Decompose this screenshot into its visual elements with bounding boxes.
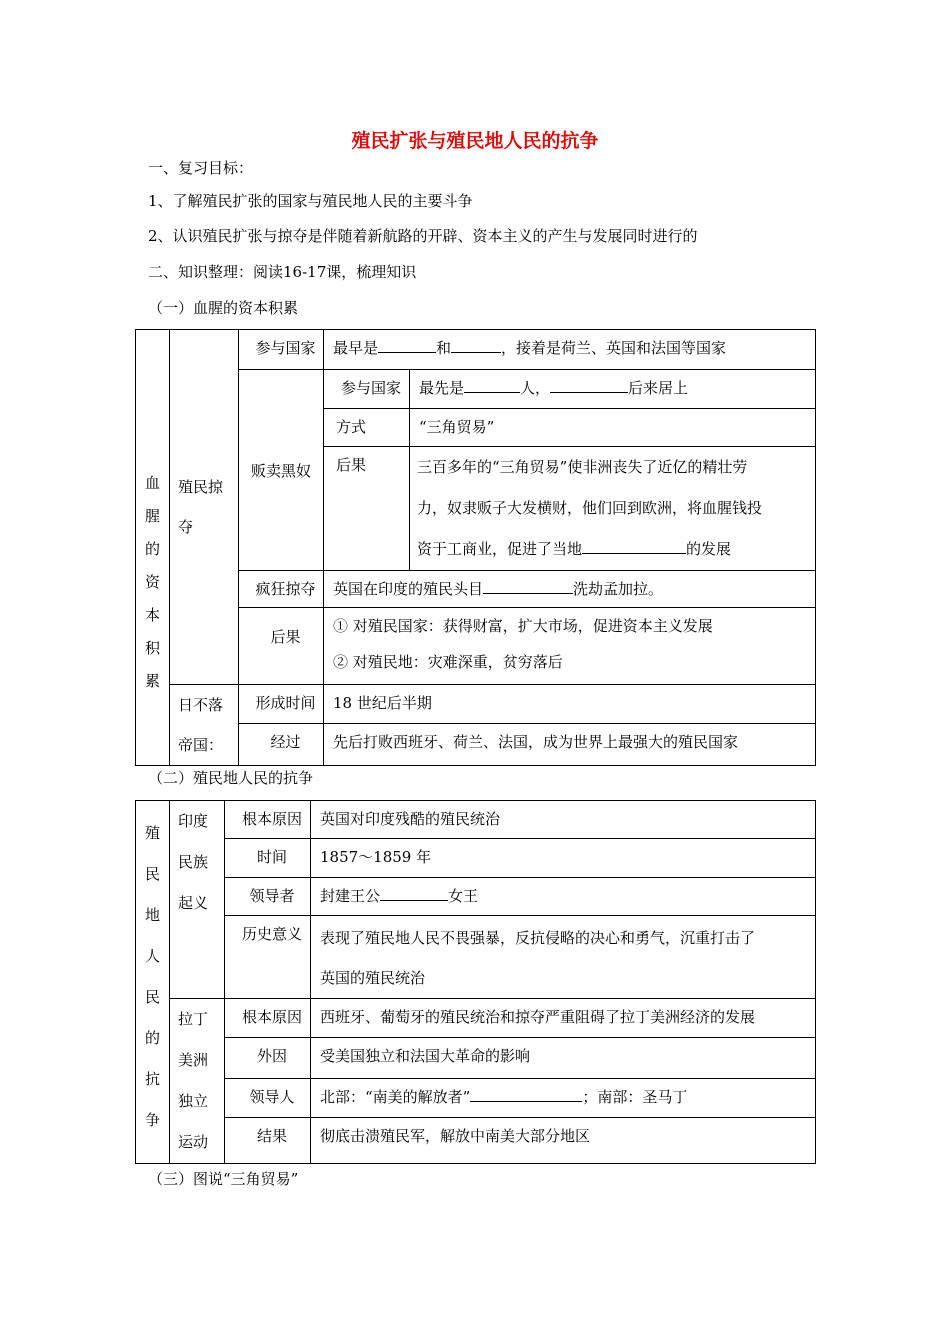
participating-label: 参与国家 bbox=[239, 330, 324, 370]
objectives-heading: 一、复习目标： bbox=[148, 159, 254, 177]
participating-text-a: 最早是 bbox=[333, 339, 379, 357]
vert-char: 累 bbox=[144, 672, 160, 690]
method-value: “三角贸易” bbox=[410, 409, 816, 447]
india-label-3: 起义 bbox=[178, 894, 209, 912]
vert-char: 抗 bbox=[144, 1070, 160, 1088]
india-uprising-label bbox=[170, 801, 225, 999]
slave-countries-label: 参与国家 bbox=[324, 370, 410, 409]
india-cause-label: 根本原因 bbox=[225, 801, 311, 839]
india-label-2: 民族 bbox=[178, 853, 209, 871]
latin-result-label: 结果 bbox=[225, 1118, 311, 1164]
consequence-label: 后果 bbox=[239, 608, 324, 685]
vert-char: 的 bbox=[144, 540, 160, 558]
participating-text-b: 和 bbox=[436, 339, 452, 357]
consequence-value bbox=[324, 608, 816, 685]
latin-label-3: 独立 bbox=[178, 1092, 209, 1110]
vert-char: 地 bbox=[144, 906, 160, 924]
result-value bbox=[410, 447, 816, 571]
latin-label-4: 运动 bbox=[178, 1133, 209, 1151]
india-meaning-line-2: 英国的殖民统治 bbox=[320, 969, 426, 987]
latin-independence-label bbox=[170, 999, 225, 1164]
india-leader-text-b: 女王 bbox=[448, 887, 479, 905]
vert-char: 积 bbox=[144, 639, 160, 657]
latin-label-1: 拉丁 bbox=[178, 1010, 209, 1028]
india-meaning-label: 历史意义 bbox=[225, 916, 311, 999]
participating-text-c: ，接着是荷兰、英国和法国等国家 bbox=[501, 339, 727, 357]
section2-vertical-label bbox=[136, 801, 170, 1164]
fill-blank[interactable] bbox=[378, 338, 436, 353]
process-value: 先后打败西班牙、荷兰、法国，成为世界上最强大的殖民国家 bbox=[324, 724, 816, 766]
page-title: 殖民扩张与殖民地人民的抗争 bbox=[351, 130, 599, 152]
vert-char: 本 bbox=[144, 606, 160, 624]
objective-item-2: 2、认识殖民扩张与掠夺是伴随着新航路的开辟、资本主义的产生与发展同时进行的 bbox=[148, 227, 698, 245]
slave-countries-text-a: 最先是 bbox=[419, 379, 465, 397]
plunder2-text-b: 洗劫孟加拉。 bbox=[573, 580, 664, 598]
slave-countries-text-b: 人， bbox=[520, 379, 551, 397]
fill-blank[interactable] bbox=[550, 378, 628, 393]
vert-char: 血 bbox=[144, 474, 160, 492]
india-time-value: 1857～1859 年 bbox=[311, 839, 816, 878]
formation-value: 18 世纪后半期 bbox=[324, 685, 816, 724]
fill-blank[interactable] bbox=[483, 579, 573, 594]
vert-char: 资 bbox=[144, 573, 160, 591]
latin-leader-text-a: 北部：“南美的解放者” bbox=[320, 1087, 471, 1106]
slave-countries-text-c: 后来居上 bbox=[628, 379, 689, 397]
process-label: 经过 bbox=[239, 724, 324, 766]
plunder2-text-a: 英国在印度的殖民头目 bbox=[333, 580, 484, 598]
india-meaning-line-1: 表现了殖民地人民不畏强暴，反抗侵略的决心和勇气，沉重打击了 bbox=[320, 929, 756, 947]
vert-char: 腥 bbox=[144, 507, 160, 525]
section3-heading: （三）图说“三角贸易” bbox=[148, 1170, 299, 1188]
section1-vertical-label bbox=[136, 330, 170, 766]
india-leader-label: 领导者 bbox=[225, 878, 311, 916]
capital-accumulation-table bbox=[135, 329, 816, 766]
empire-label-1: 日不落 bbox=[178, 696, 224, 714]
plunder2-label: 疯狂掠夺 bbox=[239, 571, 324, 608]
fill-blank[interactable] bbox=[582, 539, 686, 554]
latin-label-2: 美洲 bbox=[178, 1051, 209, 1069]
vert-char: 人 bbox=[144, 947, 160, 965]
section2-heading: （二）殖民地人民的抗争 bbox=[148, 769, 314, 787]
fill-blank[interactable] bbox=[470, 1087, 582, 1102]
latin-result-value: 彻底击溃殖民军，解放中南美大部分地区 bbox=[311, 1118, 816, 1164]
india-leader-text-a: 封建王公 bbox=[320, 887, 381, 905]
latin-external-label: 外因 bbox=[225, 1038, 311, 1078]
formation-label: 形成时间 bbox=[239, 685, 324, 724]
plunder2-value bbox=[324, 571, 816, 608]
colonial-resistance-table bbox=[135, 800, 816, 1164]
knowledge-heading: 二、知识整理：阅读16-17课，梳理知识 bbox=[148, 263, 417, 281]
objective-item-1: 1、了解殖民扩张的国家与殖民地人民的主要斗争 bbox=[148, 192, 473, 210]
slave-trade-label: 贩卖黑奴 bbox=[239, 370, 324, 571]
result-line-3a: 资于工商业，促进了当地 bbox=[417, 540, 583, 558]
slave-countries-value bbox=[410, 370, 816, 409]
fill-blank[interactable] bbox=[451, 338, 501, 353]
vert-char: 争 bbox=[144, 1111, 160, 1129]
latin-leader-value bbox=[311, 1078, 816, 1117]
india-label-1: 印度 bbox=[178, 812, 209, 830]
empire-label bbox=[170, 685, 239, 766]
result-label: 后果 bbox=[324, 447, 410, 571]
participating-value bbox=[324, 330, 816, 370]
latin-cause-value: 西班牙、葡萄牙的殖民统治和掠夺严重阻碍了拉丁美洲经济的发展 bbox=[311, 999, 816, 1038]
empire-label-2: 帝国： bbox=[178, 736, 224, 754]
fill-blank[interactable] bbox=[380, 886, 448, 901]
india-leader-value bbox=[311, 878, 816, 916]
vert-char: 的 bbox=[144, 1029, 160, 1047]
india-time-label: 时间 bbox=[225, 839, 311, 878]
fill-blank[interactable] bbox=[464, 378, 520, 393]
latin-leader-label: 领导人 bbox=[225, 1078, 311, 1117]
latin-cause-label: 根本原因 bbox=[225, 999, 311, 1038]
result-line-1: 三百多年的“三角贸易”使非洲丧失了近亿的精壮劳 bbox=[417, 458, 748, 476]
plunder-label-text: 殖民掠夺 bbox=[178, 478, 224, 536]
consequence-line-2: ② 对殖民地：灾难深重，贫穷落后 bbox=[333, 653, 563, 671]
latin-external-value: 受美国独立和法国大革命的影响 bbox=[311, 1038, 816, 1078]
vert-char: 殖 bbox=[144, 824, 160, 842]
latin-leader-text-b: ；南部：圣马丁 bbox=[582, 1087, 688, 1106]
vert-char: 民 bbox=[144, 865, 160, 883]
method-label: 方式 bbox=[324, 409, 410, 447]
plunder-label bbox=[170, 330, 239, 685]
india-meaning-value bbox=[311, 916, 816, 999]
india-cause-value: 英国对印度残酷的殖民统治 bbox=[311, 801, 816, 839]
section1-heading: （一）血腥的资本积累 bbox=[148, 299, 299, 317]
result-line-3b: 的发展 bbox=[686, 540, 732, 558]
consequence-line-1: ① 对殖民国家：获得财富，扩大市场，促进资本主义发展 bbox=[333, 617, 713, 635]
result-line-2: 力，奴隶贩子大发横财，他们回到欧洲，将血腥钱投 bbox=[417, 499, 763, 517]
vert-char: 民 bbox=[144, 988, 160, 1006]
